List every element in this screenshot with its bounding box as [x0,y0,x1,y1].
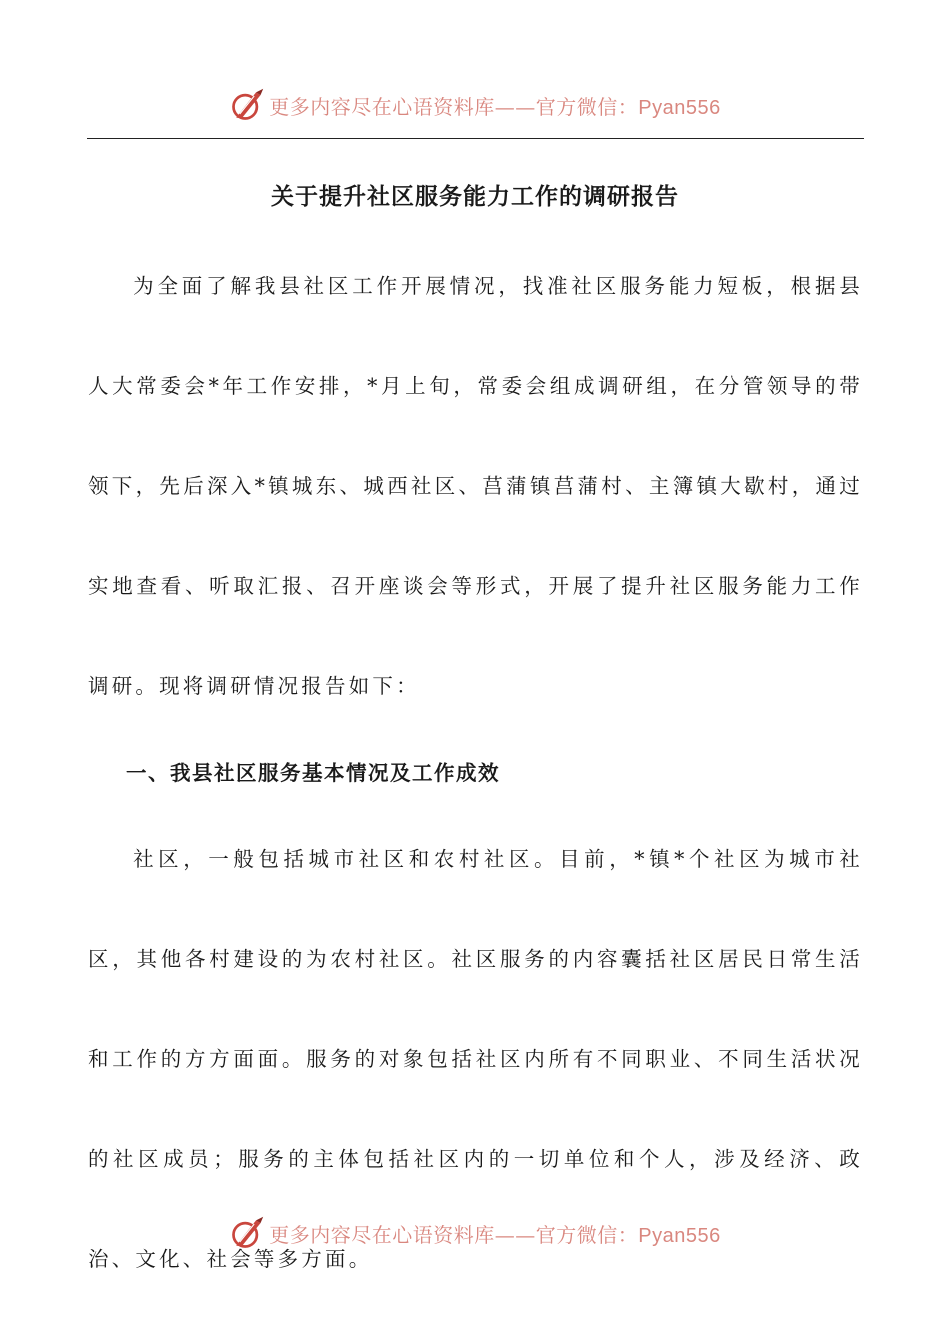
footer-banner-text [269,1219,720,1248]
header-wechat-id: Pyan556 [638,96,721,119]
paragraph-community-overview: 社区，一般包括城市社区和农村社区。目前，*镇*个社区为城市社区，其他各村建设的为农村社区。社区服务的内容囊括社区居民日常生活和工作的方方面面。服务的对象包括社区内所有不同职业、不同生活状况的社区成员；服务的主体包括社区内的一切单位和个人，涉及经济、政治、文化、社会等多方面。 [88,847,863,1271]
section-heading-1: 一、我县社区服务基本情况及工作成效 [126,761,500,785]
document-title: 关于提升社区服务能力工作的调研报告 [271,184,679,210]
header-banner-label: 更多内容尽在心语资料库——官方微信： [269,94,639,119]
header-banner [0,82,950,128]
quill-pen-logo-icon [229,1215,265,1251]
header-divider [87,138,864,139]
paragraph-intro: 为全面了解我县社区工作开展情况，找准社区服务能力短板，根据县人大常委会*年工作安排，*月上旬，常委会组成调研组，在分管领导的带领下，先后深入*镇城东、城西社区、莒蒲镇莒蒲村、主簿镇大歇村，通过实地查看、听取汇报、召开座谈会等形式，开展了提升社区服务能力工作调研。现将调研情况报告如下： [88,274,863,698]
header-banner-text [269,91,720,120]
quill-pen-logo-icon [229,87,265,123]
footer-banner-label: 更多内容尽在心语资料库——官方微信： [269,1222,639,1247]
footer-wechat-id: Pyan556 [638,1224,721,1247]
footer-banner [0,1210,950,1256]
